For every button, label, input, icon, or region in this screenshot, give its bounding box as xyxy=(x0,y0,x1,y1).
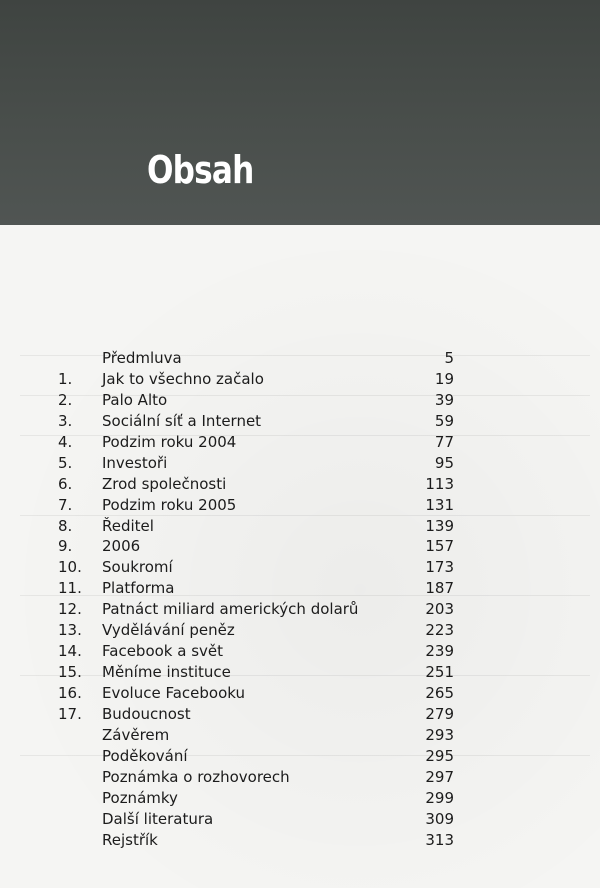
toc-entry xyxy=(0,725,600,746)
toc-entry-title: Soukromí xyxy=(102,558,173,577)
toc-entry-page: 139 xyxy=(425,516,454,535)
toc-entry-title: Investoři xyxy=(102,453,168,472)
toc-entry-page: 239 xyxy=(425,642,454,661)
toc-entry-title: Zrod společnosti xyxy=(102,474,227,493)
toc-entry xyxy=(0,620,600,641)
toc-entry xyxy=(0,830,600,851)
toc-entry-title: Sociální síť a Internet xyxy=(102,411,262,430)
toc-entry-title: Budoucnost xyxy=(102,704,191,723)
table-of-contents xyxy=(0,348,600,851)
toc-entry-title: Rejstřík xyxy=(102,830,158,849)
toc-entry xyxy=(0,599,600,620)
toc-entry xyxy=(0,348,600,369)
toc-entry-page: 309 xyxy=(425,809,454,828)
toc-entry xyxy=(0,641,600,662)
toc-entry-number: 8. xyxy=(58,516,73,535)
toc-entry-number: 16. xyxy=(58,684,82,702)
toc-entry-page: 39 xyxy=(434,390,454,409)
toc-entry-number: 14. xyxy=(58,642,82,661)
toc-entry-title: Závěrem xyxy=(102,725,170,744)
toc-entry-page: 173 xyxy=(425,558,454,577)
toc-entry-page: 77 xyxy=(434,432,454,451)
toc-entry-number: 13. xyxy=(58,621,82,640)
toc-entry xyxy=(0,662,600,683)
toc-entry-title: 2006 xyxy=(102,537,141,556)
toc-entry-number: 12. xyxy=(58,600,82,619)
toc-entry-number: 9. xyxy=(58,537,73,556)
toc-entry-title: Patnáct miliard amerických dolarů xyxy=(102,600,359,619)
toc-entry-title: Evoluce Facebooku xyxy=(102,684,245,702)
toc-entry xyxy=(0,578,600,599)
toc-entry-page: 157 xyxy=(425,537,454,556)
toc-entry xyxy=(0,453,600,474)
toc-entry-page: 297 xyxy=(425,767,454,786)
toc-entry xyxy=(0,369,600,390)
toc-entry-page: 313 xyxy=(425,830,454,849)
toc-entry-title: Poznámka o rozhovorech xyxy=(102,767,290,786)
toc-entry xyxy=(0,516,600,537)
toc-entry xyxy=(0,767,600,788)
toc-entry xyxy=(0,557,600,578)
toc-entry-page: 95 xyxy=(434,453,454,472)
toc-entry-title: Ředitel xyxy=(102,516,154,535)
toc-entry-number: 1. xyxy=(58,369,73,388)
toc-entry-title: Podzim roku 2004 xyxy=(102,432,237,451)
toc-entry-page: 295 xyxy=(425,746,454,765)
toc-entry-number: 11. xyxy=(58,579,82,598)
toc-entry-title: Platforma xyxy=(102,579,175,598)
toc-entry xyxy=(0,704,600,725)
toc-entry-title: Poznámky xyxy=(102,788,178,807)
toc-entry-title: Facebook a svět xyxy=(102,642,224,661)
toc-entry-title: Další literatura xyxy=(102,809,214,828)
toc-entry-number: 17. xyxy=(58,704,82,723)
toc-entry-page: 265 xyxy=(425,684,454,702)
toc-entry-page: 113 xyxy=(425,474,454,493)
toc-entry-page: 223 xyxy=(425,621,454,640)
toc-entry-number: 15. xyxy=(58,663,82,682)
toc-entry xyxy=(0,432,600,453)
toc-entry-page: 131 xyxy=(425,495,454,514)
toc-entry xyxy=(0,474,600,495)
toc-entry-number: 4. xyxy=(58,432,73,451)
toc-entry xyxy=(0,788,600,809)
toc-entry-title: Jak to všechno začalo xyxy=(102,369,264,388)
toc-entry-page: 279 xyxy=(425,704,454,723)
toc-entry-title: Měníme instituce xyxy=(102,663,231,682)
toc-entry-title: Vydělávání peněz xyxy=(102,621,235,640)
toc-entry-page: 293 xyxy=(425,725,454,744)
toc-entry-title: Palo Alto xyxy=(102,390,168,409)
toc-entry-page: 187 xyxy=(425,579,454,598)
toc-entry-page: 203 xyxy=(425,600,454,619)
page-title: Obsah xyxy=(147,148,254,192)
toc-entry-page: 19 xyxy=(434,369,454,388)
toc-entry-page: 299 xyxy=(425,788,454,807)
toc-entry xyxy=(0,746,600,767)
toc-entry-title: Podzim roku 2005 xyxy=(102,495,237,514)
toc-entry-number: 3. xyxy=(58,411,73,430)
toc-entry xyxy=(0,536,600,557)
toc-entry xyxy=(0,495,600,516)
toc-entry xyxy=(0,809,600,830)
toc-entry-number: 5. xyxy=(58,453,73,472)
toc-entry xyxy=(0,390,600,411)
toc-entry xyxy=(0,411,600,432)
toc-entry-page: 5 xyxy=(444,349,454,367)
toc-entry-number: 10. xyxy=(58,558,82,577)
toc-entry-title: Poděkování xyxy=(102,746,188,765)
toc-entry xyxy=(0,683,600,704)
header-band xyxy=(0,0,600,225)
toc-entry-page: 251 xyxy=(425,663,454,682)
toc-entry-number: 2. xyxy=(58,390,73,409)
toc-entry-title: Předmluva xyxy=(102,349,182,367)
toc-entry-number: 7. xyxy=(58,495,73,514)
toc-entry-page: 59 xyxy=(434,411,454,430)
toc-entry-number: 6. xyxy=(58,474,73,493)
